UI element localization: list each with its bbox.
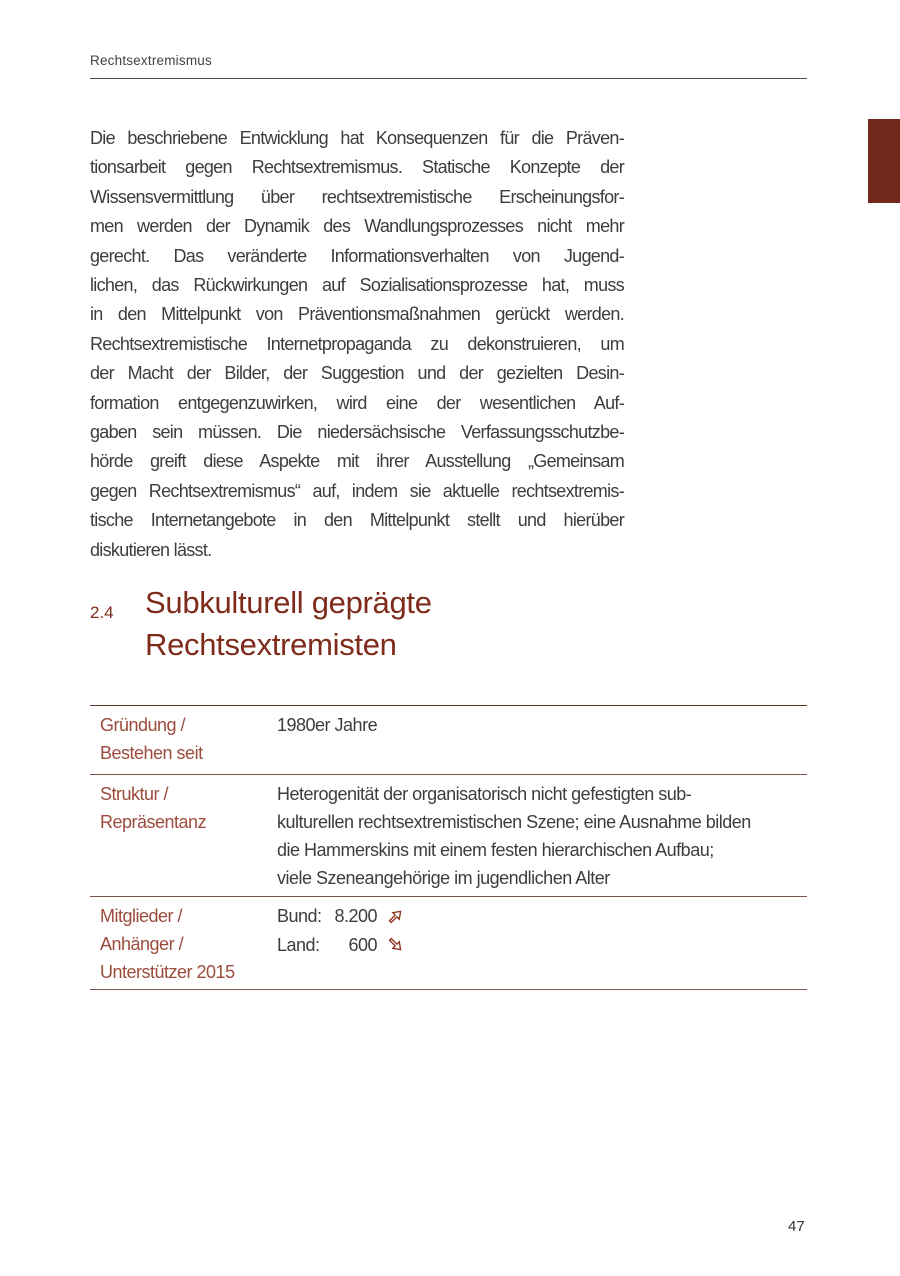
stat-label: Bund: (277, 906, 322, 927)
body-paragraph-line: men werden der Dynamik des Wandlungsprozesses nicht mehr (90, 216, 624, 237)
row-label-line: Unterstützer 2015 (100, 962, 235, 982)
row-value (277, 780, 807, 896)
body-paragraph-line: diskutieren lässt. (90, 539, 212, 560)
body-paragraph-line: tische Internetangebote in den Mittelpunkt stellt und hierüber (90, 510, 624, 531)
row-value-line: 1980er Jahre (277, 715, 378, 735)
body-paragraph-line: in den Mittelpunkt von Präventionsmaßnahmen gerückt werden. (90, 304, 624, 325)
body-paragraph-line: der Macht der Bilder, der Suggestion und der gezielten Desin- (90, 363, 624, 384)
trend-down-arrow-icon (382, 931, 409, 958)
row-label (90, 780, 277, 896)
section-title (145, 582, 625, 665)
row-value (277, 711, 807, 774)
body-paragraph-line: gaben sein müssen. Die niedersächsische Verfassungsschutzbe- (90, 422, 624, 443)
body-paragraph-line: gegen Rechtsextremismus“ auf, indem sie aktuelle rechtsextremis- (90, 480, 624, 501)
row-value-line: kulturellen rechtsextremistischen Szene; eine Ausnahme bilden (277, 812, 751, 832)
row-label-line: Gründung / (100, 715, 186, 735)
stat-label: Land: (277, 934, 320, 955)
body-paragraph-line: Wissensvermittlung über rechtsextremistische Erscheinungsfor- (90, 186, 624, 207)
body-paragraph-line: Rechtsextremistische Internetpropaganda zu dekonstruieren, um (90, 333, 624, 354)
page-number: 47 (788, 1218, 805, 1235)
stat-line (277, 902, 807, 931)
body-paragraph-line: formation entgegenzuwirken, wird eine der wesentlichen Auf- (90, 392, 624, 413)
table-row (90, 706, 807, 775)
body-paragraph-line: hörde greift diese Aspekte mit ihrer Ausstellung „Gemeinsam (90, 451, 624, 472)
row-value-line: Heterogenität der organisatorisch nicht gefestigten sub- (277, 784, 692, 804)
body-paragraph-line: gerecht. Das veränderte Informationsverhalten von Jugend- (90, 245, 624, 266)
body-paragraph-line: tionsarbeit gegen Rechtsextremismus. Statische Konzepte der (90, 157, 624, 178)
row-label-line: Struktur / (100, 784, 169, 804)
table-row (90, 775, 807, 897)
row-label (90, 902, 277, 989)
section-number: 2.4 (90, 603, 114, 622)
body-paragraph-line: Die beschriebene Entwicklung hat Konsequenzen für die Präven- (90, 128, 624, 148)
section-title-line2: Rechtsextremisten (145, 626, 397, 662)
header-rule (90, 78, 807, 79)
row-label-line: Anhänger / (100, 934, 184, 954)
row-value-line: viele Szeneangehörige im jugendlichen Alter (277, 868, 610, 888)
row-label-line: Repräsentanz (100, 812, 207, 832)
chapter-tab-marker (868, 119, 900, 203)
row-label-line: Mitglieder / (100, 906, 183, 926)
info-table (90, 705, 807, 990)
body-paragraph-line: lichen, das Rückwirkungen auf Sozialisationsprozesse hat, muss (90, 275, 624, 296)
stat-value: 600 (348, 934, 377, 955)
section-title-line1: Subkulturell geprägte (145, 585, 432, 620)
row-label (90, 711, 277, 774)
stat-value: 8.200 (334, 906, 377, 927)
body-paragraph (90, 124, 624, 565)
stat-line (277, 931, 807, 960)
row-value (277, 902, 807, 989)
running-header: Rechtsextremismus (90, 53, 212, 68)
row-value-line: die Hammerskins mit einem festen hierarchischen Aufbau; (277, 840, 714, 860)
trend-up-arrow-icon (382, 903, 409, 930)
row-label-line: Bestehen seit (100, 743, 203, 763)
table-row (90, 897, 807, 990)
